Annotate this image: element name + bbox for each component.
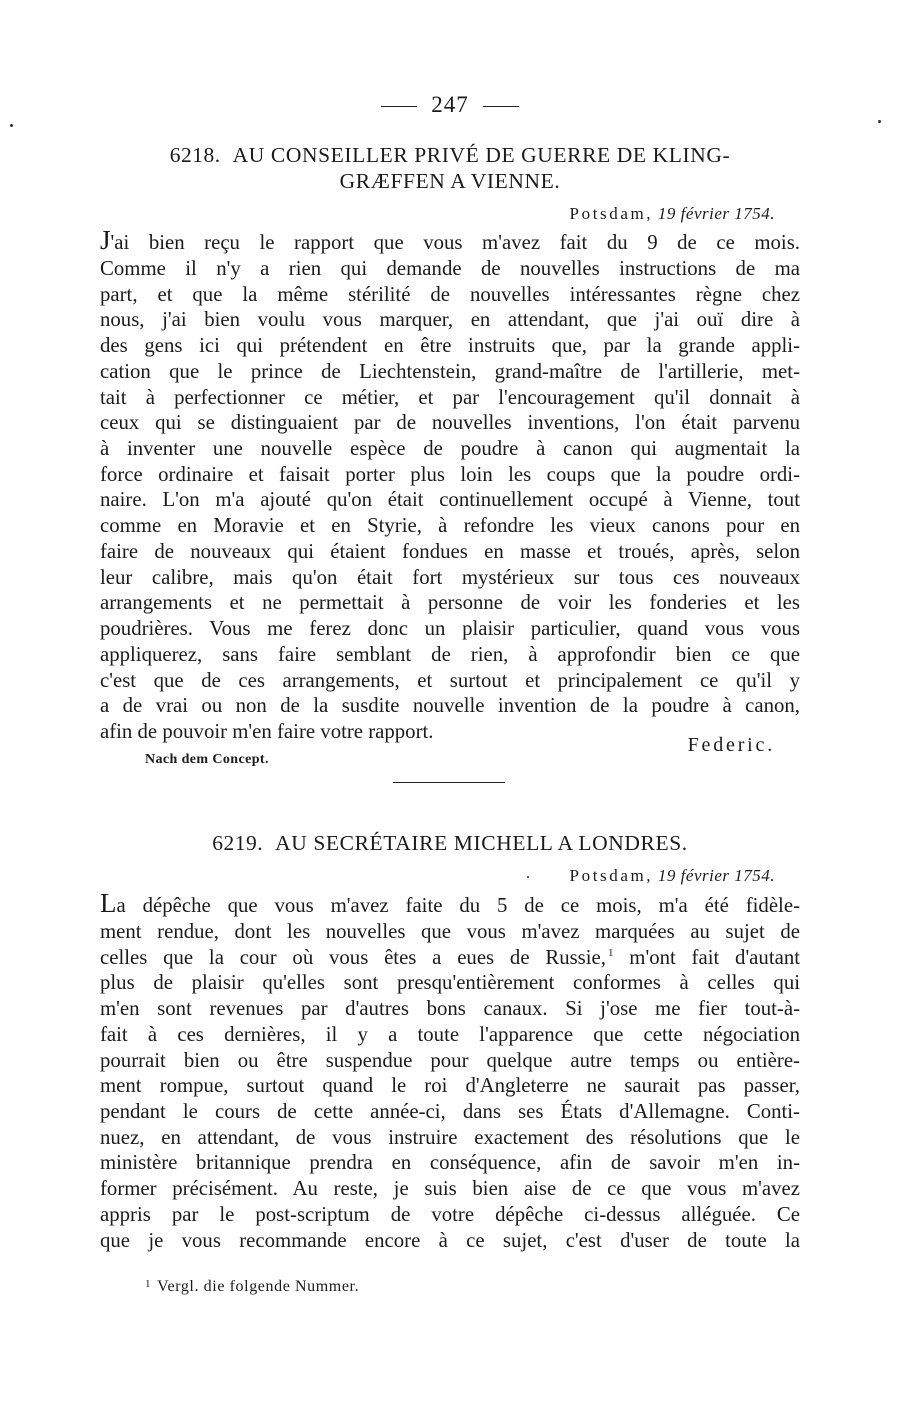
body-line: celles que la cour où vous êtes a eues de Russie, $^1$ m'ont fait d'autant (100, 946, 800, 969)
body-line: faire de nouveaux qui étaient fondues en masse et troués, après, selon (100, 540, 800, 563)
letter-6219-dateline (570, 866, 775, 886)
body-line: à inventer une nouvelle espèce de poudre à canon qui augmentait la (100, 437, 800, 460)
body-line: appliquerez, sans faire semblant de rien, à approfondir bien ce que (100, 643, 800, 666)
letter-6219-heading (100, 830, 800, 857)
body-line: J'ai bien reçu le rapport que vous m'avez fait du 9 de ce mois. (100, 225, 800, 255)
letter-number: 6218. (169, 143, 221, 167)
body-line: appris par le post-scriptum de votre dépêche ci-dessus alléguée. Ce (100, 1203, 800, 1226)
scan-speck (527, 876, 529, 878)
dateline-place: Potsdam, (569, 204, 654, 223)
body-line: leur calibre, mais qu'on était fort mystérieux sur tous ces nouveaux (100, 566, 800, 589)
footnote-mark: 1 (145, 1278, 152, 1290)
drop-capital: L (100, 888, 117, 918)
body-line: des gens ici qui prétendent en être instruits que, par la grande appli- (100, 334, 800, 357)
body-line: ment rompue, surtout quand le roi d'Angleterre ne saurait pas passer, (100, 1074, 800, 1097)
body-line: ceux qui se distinguaient par de nouvelles inventions, l'on était parvenu (100, 411, 800, 434)
body-line: cation que le prince de Liechtenstein, grand-maître de l'artillerie, met- (100, 360, 800, 383)
body-line: force ordinaire et faisait porter plus loin les coups que la poudre ordi- (100, 463, 800, 486)
source-note: Nach dem Concept. (145, 752, 269, 767)
body-line: former précisément. Au reste, je suis bien aise de ce que vous m'avez (100, 1177, 800, 1200)
letter-6218-dateline (570, 204, 775, 224)
body-line: nuez, en attendant, de vous instruire exactement des résolutions que le (100, 1126, 800, 1149)
body-line: que je vous recommande encore à ce sujet, c'est d'user de toute la (100, 1229, 800, 1252)
page-number-dash-left (381, 106, 417, 107)
body-line: plus de plaisir qu'elles sont presqu'entièrement conformes à celles qui (100, 971, 800, 994)
letter-6218-heading (100, 142, 800, 169)
footnote-reference[interactable]: 1 (608, 947, 614, 959)
body-line: naire. L'on m'a ajouté qu'on était continuellement occupé à Vienne, tout (100, 488, 800, 511)
drop-capital: J (100, 225, 111, 255)
letter-heading-line2: GRÆFFEN A VIENNE. (339, 169, 561, 193)
body-line: comme en Moravie et en Styrie, à refondre les vieux canons pour en (100, 514, 800, 537)
letter-6218-signature: Federic. (687, 734, 775, 756)
page-number-value: 247 (431, 92, 469, 117)
body-line: arrangements et ne permettait à personne de voir les fonderies et les (100, 591, 800, 614)
body-line: pendant le cours de cette année-ci, dans ses États d'Allemagne. Conti- (100, 1100, 800, 1123)
body-line: afin de pouvoir m'en faire votre rapport. (100, 720, 434, 743)
footnote (145, 1278, 359, 1296)
body-line: tait à perfectionner ce métier, et par l'encouragement qu'il donnait à (100, 386, 800, 409)
letter-heading-line1: AU CONSEILLER PRIVÉ DE GUERRE DE KLING- (232, 143, 731, 167)
section-separator (393, 782, 505, 783)
letter-heading-line1: AU SECRÉTAIRE MICHELL A LONDRES. (275, 831, 688, 855)
dateline-date: 19 février 1754. (653, 204, 775, 223)
body-line: ministère britannique prendra en conséquence, afin de savoir m'en in- (100, 1151, 800, 1174)
page-number-dash-right (483, 106, 519, 107)
body-line: m'en sont revenues par d'autres bons canaux. Si j'ose me fier tout-à- (100, 997, 800, 1020)
body-line: La dépêche que vous m'avez faite du 5 de ce mois, m'a été fidèle- (100, 888, 800, 918)
letter-6218-heading-continued (100, 168, 800, 195)
scan-speck (10, 124, 13, 127)
body-line: c'est que de ces arrangements, et surtout et principalement ce qu'il y (100, 669, 800, 692)
body-line: part, et que la même stérilité de nouvelles intéressantes règne chez (100, 283, 800, 306)
body-line: Comme il n'y a rien qui demande de nouvelles instructions de ma (100, 257, 800, 280)
scan-speck (878, 120, 881, 123)
dateline-date: 19 février 1754. (653, 866, 775, 885)
body-line: fait à ces dernières, il y a toute l'apparence que cette négociation (100, 1023, 800, 1046)
body-line: ment rendue, dont les nouvelles que vous m'avez marquées au sujet de (100, 920, 800, 943)
footnote-text: Vergl. die folgende Nummer. (157, 1278, 360, 1295)
body-line: a de vrai ou non de la susdite nouvelle invention de la poudre à canon, (100, 694, 800, 717)
dateline-place: Potsdam, (569, 866, 654, 885)
body-line: nous, j'ai bien voulu vous marquer, en attendant, que j'ai ouï dire à (100, 308, 800, 331)
body-line: poudrières. Vous me ferez donc un plaisir particulier, quand vous vous (100, 617, 800, 640)
body-line: pourrait bien ou être suspendue pour quelque autre temps ou entière- (100, 1049, 800, 1072)
letter-number: 6219. (212, 831, 264, 855)
page-number (0, 92, 900, 118)
